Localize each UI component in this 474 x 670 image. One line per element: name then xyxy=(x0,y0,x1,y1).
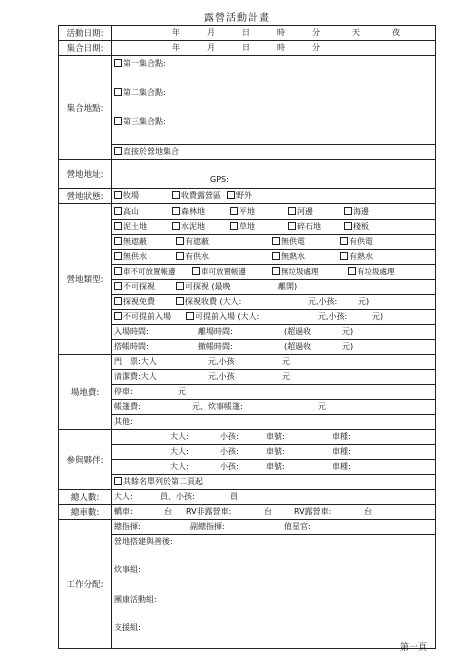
gather-point-2[interactable]: 第二集合點: xyxy=(114,86,166,100)
participants-field[interactable] xyxy=(112,430,436,490)
checkbox-icon xyxy=(114,237,122,245)
child-count: 小孩: xyxy=(220,447,239,456)
rv-non-camping-unit: 台 xyxy=(264,507,272,516)
checkbox-icon xyxy=(114,147,122,155)
checkbox-icon xyxy=(340,252,348,260)
gather-place-options xyxy=(112,56,436,160)
checkbox-icon xyxy=(186,312,194,320)
visit-free[interactable]: 探視免費 xyxy=(114,295,155,309)
checkbox-icon xyxy=(288,222,296,230)
checkbox-icon xyxy=(272,267,280,275)
type-pallet[interactable]: 棧板 xyxy=(344,220,369,234)
overtime-charge: (超過收 xyxy=(284,342,312,351)
cleaning-adult: 清潔費:大人 xyxy=(114,372,157,381)
more-participants[interactable]: 其餘名單列於第二頁起 xyxy=(114,475,203,489)
total-children: 員、小孩: xyxy=(160,492,195,501)
work-assignment-label: 工作分配: xyxy=(59,520,112,649)
camp-status-label: 營地狀態: xyxy=(59,189,112,204)
activity-date-field[interactable] xyxy=(112,26,436,41)
checkbox-icon xyxy=(227,191,235,199)
setup-team: 營地搭建與善後: xyxy=(114,537,173,546)
minute-unit: 分 xyxy=(312,43,320,52)
checkbox-icon xyxy=(176,297,184,305)
month-unit: 月 xyxy=(207,28,215,37)
checkbox-icon xyxy=(288,207,296,215)
checkbox-icon xyxy=(114,207,122,215)
checkbox-icon xyxy=(176,237,184,245)
kitchen-tent-label: 元、炊事帳篷: xyxy=(192,402,243,411)
checkbox-icon xyxy=(176,252,184,260)
type-car-by-tent[interactable]: 車可放置帳邊 xyxy=(192,265,246,279)
adult-count: 大人: xyxy=(170,432,189,441)
plate-number: 車號: xyxy=(266,447,285,456)
visit-leave-unit: 離開) xyxy=(278,282,298,291)
type-garbage[interactable]: 有垃圾處理 xyxy=(348,265,395,279)
checkbox-icon xyxy=(272,237,280,245)
camp-address-field[interactable] xyxy=(112,160,436,189)
chief-commander: 總指揮: xyxy=(114,522,141,531)
participants-label: 參與夥伴: xyxy=(59,430,112,490)
checkbox-icon xyxy=(176,282,184,290)
rv-non-camping-count: RV非露營車: xyxy=(186,507,232,516)
status-pasture[interactable]: 牧場 xyxy=(114,189,139,203)
total-vehicles-label: 總車數: xyxy=(59,505,112,520)
checkbox-icon xyxy=(344,222,352,230)
admission-unit: 元 xyxy=(282,357,290,366)
checkbox-icon xyxy=(172,191,180,199)
hour-unit: 時 xyxy=(277,28,285,37)
camp-type-label: 營地類型: xyxy=(59,204,112,355)
gather-place-label: 集合地點: xyxy=(59,56,112,160)
type-grass[interactable]: 草地 xyxy=(230,220,255,234)
child-count: 小孩: xyxy=(220,462,239,471)
early-entry[interactable]: 可提前入場 (大人: xyxy=(186,310,259,324)
early-fee-close: 元) xyxy=(372,312,384,321)
checkbox-icon xyxy=(114,282,122,290)
other-fee-label: 其他: xyxy=(114,417,133,426)
nights-unit: 夜 xyxy=(392,28,400,37)
strike-time-label: 撤帳時間: xyxy=(198,342,233,351)
page-title: 露營活動計畫 xyxy=(204,13,270,24)
rv-camping-unit: 台 xyxy=(364,507,372,516)
visit-child-fee: 元,小孩: xyxy=(308,297,338,306)
type-gravel[interactable]: 碎石地 xyxy=(288,220,321,234)
admission-child: 元,小孩 xyxy=(208,357,235,366)
checkbox-icon xyxy=(172,222,180,230)
checkbox-icon xyxy=(340,237,348,245)
type-water[interactable]: 有供水 xyxy=(176,250,209,264)
support-team: 支援組: xyxy=(114,623,141,632)
sedan-unit: 台 xyxy=(164,507,172,516)
kitchen-team: 炊事組: xyxy=(114,565,141,574)
plate-number: 車號: xyxy=(266,432,285,441)
camping-plan-form xyxy=(58,25,436,649)
gather-at-camp[interactable]: 直接於營地集合 xyxy=(114,145,179,159)
plate-number: 車號: xyxy=(266,462,285,471)
checkbox-icon xyxy=(114,297,122,305)
early-child-fee: 元,小孩: xyxy=(318,312,348,321)
overtime-unit: 元) xyxy=(342,327,354,336)
checkbox-icon xyxy=(114,222,122,230)
pitch-time-label: 搭帳時間: xyxy=(114,342,149,351)
vehicle-type: 車種: xyxy=(332,447,351,456)
type-concrete[interactable]: 水泥地 xyxy=(172,220,205,234)
days-unit: 天 xyxy=(352,28,360,37)
status-wild[interactable]: 野外 xyxy=(227,189,252,203)
checkbox-icon xyxy=(348,267,356,275)
exit-time-label: 離場時間: xyxy=(198,327,233,336)
checkbox-icon xyxy=(230,207,238,215)
gather-date-label: 集合日期: xyxy=(59,41,112,56)
camp-type-options xyxy=(112,204,436,355)
no-early-entry[interactable]: 不可提前入場 xyxy=(114,310,171,324)
type-mountain[interactable]: 高山 xyxy=(114,204,139,219)
checkbox-icon xyxy=(230,222,238,230)
type-hot-water[interactable]: 有熱水 xyxy=(340,250,373,264)
checkbox-icon xyxy=(114,252,122,260)
year-unit: 年 xyxy=(172,43,180,52)
vehicle-type: 車種: xyxy=(332,432,351,441)
deputy-commander: 副總指揮: xyxy=(190,522,225,531)
type-no-garbage[interactable]: 無垃圾處理 xyxy=(272,265,319,279)
checkbox-icon xyxy=(114,312,122,320)
adult-count: 大人: xyxy=(170,462,189,471)
type-shelter[interactable]: 有遮蔽 xyxy=(176,235,209,249)
type-no-power[interactable]: 無供電 xyxy=(272,235,305,249)
type-forest[interactable]: 森林地 xyxy=(172,204,205,219)
page-number: 第一頁 xyxy=(400,643,428,653)
gather-date-field[interactable] xyxy=(112,41,436,56)
checkbox-icon xyxy=(114,117,122,125)
activity-team: 團康活動組: xyxy=(114,595,157,604)
type-car-not-by-tent[interactable]: 車不可放置帳邊 xyxy=(114,265,176,279)
camp-address-label: 營地地址: xyxy=(59,160,112,189)
type-power[interactable]: 有供電 xyxy=(340,235,373,249)
visit-charge[interactable]: 探視收費 (大人: xyxy=(176,295,241,309)
type-sea[interactable]: 海邊 xyxy=(344,204,369,219)
checkbox-icon xyxy=(114,191,122,199)
checkbox-icon xyxy=(114,59,122,67)
gather-point-1[interactable]: 第一集合點: xyxy=(114,57,166,71)
overtime-charge: (超過收 xyxy=(284,327,312,336)
type-no-hot-water[interactable]: 無熱水 xyxy=(272,250,305,264)
type-dirt[interactable]: 泥土地 xyxy=(114,220,147,234)
site-fee-label: 場地費: xyxy=(59,355,112,430)
site-fee-field[interactable] xyxy=(112,355,436,430)
tent-fee-unit: 元 xyxy=(318,402,326,411)
month-unit: 月 xyxy=(207,43,215,52)
parking-unit: 元 xyxy=(178,387,186,396)
cleaning-child: 元,小孩 xyxy=(208,372,235,381)
type-river[interactable]: 河邊 xyxy=(288,204,313,219)
checkbox-icon xyxy=(272,252,280,260)
checkbox-icon xyxy=(114,88,122,96)
minute-unit: 分 xyxy=(312,28,320,37)
checkbox-icon xyxy=(344,207,352,215)
type-no-water[interactable]: 無供水 xyxy=(114,250,147,264)
visit-allowed[interactable]: 可探視 (最晚 xyxy=(176,280,231,294)
overtime-unit: 元) xyxy=(342,342,354,351)
checkbox-icon xyxy=(114,477,122,485)
gather-point-3[interactable]: 第三集合點: xyxy=(114,115,166,129)
day-unit: 日 xyxy=(242,28,250,37)
rv-camping-count: RV露營車: xyxy=(294,507,332,516)
day-unit: 日 xyxy=(242,43,250,52)
total-people-unit: 員 xyxy=(230,492,238,501)
activity-date-label: 活動日期: xyxy=(59,26,112,41)
camp-status-options xyxy=(112,189,436,204)
entry-time-label: 入場時間: xyxy=(114,327,149,336)
tent-fee-label: 帳篷費: xyxy=(114,402,141,411)
total-vehicles-field[interactable] xyxy=(112,505,436,520)
duty-officer: 值星官: xyxy=(284,522,311,531)
total-people-label: 總人數: xyxy=(59,490,112,505)
cleaning-unit: 元 xyxy=(282,372,290,381)
total-people-field[interactable] xyxy=(112,490,436,505)
admission-adult: 門 票:大人 xyxy=(114,357,157,366)
status-paid-campsite[interactable]: 收費露營區 xyxy=(172,189,221,203)
total-adults: 大人: xyxy=(114,492,133,501)
parking-label: 停車: xyxy=(114,387,133,396)
adult-count: 大人: xyxy=(170,447,189,456)
checkbox-icon xyxy=(192,267,200,275)
hour-unit: 時 xyxy=(277,43,285,52)
work-assignment-field[interactable] xyxy=(112,520,436,649)
type-flat[interactable]: 平地 xyxy=(230,204,255,219)
type-no-shelter[interactable]: 無遮蔽 xyxy=(114,235,147,249)
sedan-count: 轎車: xyxy=(114,507,133,516)
year-unit: 年 xyxy=(172,28,180,37)
visit-not-allowed[interactable]: 不可探視 xyxy=(114,280,155,294)
gps-label: GPS: xyxy=(210,175,229,184)
checkbox-icon xyxy=(172,207,180,215)
visit-fee-close: 元) xyxy=(358,297,370,306)
child-count: 小孩: xyxy=(220,432,239,441)
vehicle-type: 車種: xyxy=(332,462,351,471)
checkbox-icon xyxy=(114,267,122,275)
